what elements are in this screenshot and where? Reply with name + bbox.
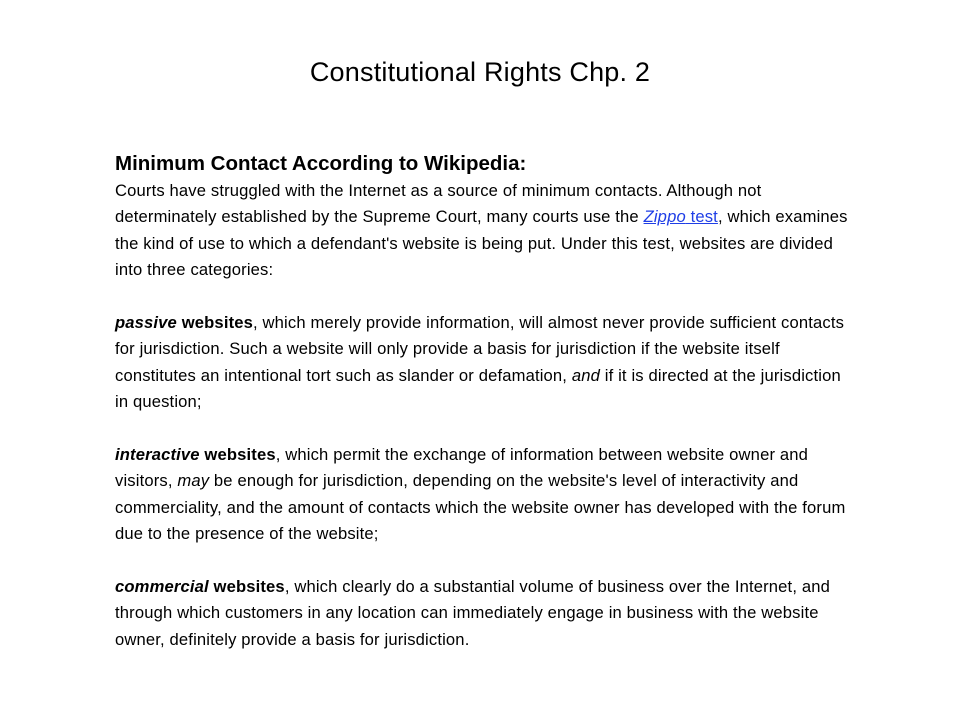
commercial-text: , which clearly do a substantial volume of business over the Internet, and through which customers in any location can immediately engage in business with the website owner, definitely provide a basis for jurisdiction. bbox=[115, 577, 830, 649]
spacer bbox=[115, 284, 855, 310]
interactive-paragraph bbox=[115, 442, 855, 548]
passive-term: passive bbox=[115, 313, 177, 333]
passive-paragraph bbox=[115, 310, 855, 416]
intro-paragraph bbox=[115, 178, 855, 284]
passive-label: websites bbox=[176, 313, 254, 333]
intro-text-1: Courts have struggled with the Internet as a source of minimum contacts. Although not determinately established by the Supreme Court, many courts use the bbox=[115, 181, 762, 227]
passive-text-2: if it is directed at the jurisdiction in question; bbox=[115, 365, 841, 412]
intro-text-2: , which examines the kind of use to which a defendant's website is being put. Under this test, websites are divided into three categories: bbox=[115, 207, 848, 280]
spacer bbox=[115, 548, 855, 574]
slide-title: Constitutional Rights Chp. 2 bbox=[309, 57, 651, 87]
passive-emphasis: and bbox=[571, 365, 600, 385]
interactive-term: interactive bbox=[115, 445, 200, 465]
commercial-paragraph bbox=[115, 574, 855, 653]
interactive-emphasis: may bbox=[177, 471, 210, 491]
slide-body bbox=[115, 150, 855, 653]
commercial-term: commercial bbox=[115, 577, 209, 597]
commercial-label: websites bbox=[208, 577, 285, 597]
interactive-text-1: , which permit the exchange of information between website owner and visitors, bbox=[115, 445, 809, 491]
interactive-label: websites bbox=[199, 445, 276, 465]
passive-text-1: , which merely provide information, will almost never provide sufficient contacts for jurisdiction. Such a website will only provide a basis for jurisdiction if the website itself constitutes an intentional tort such as slander or defamation, bbox=[115, 313, 845, 385]
section-heading: Minimum Contact According to Wikipedia: bbox=[115, 152, 527, 175]
interactive-text-2: be enough for jurisdiction, depending on the website's level of interactivity and commerciality, and the amount of contacts which the website owner has developed with the forum due to the presence of the website; bbox=[115, 471, 846, 544]
zippo-link-test[interactable]: test bbox=[685, 207, 718, 227]
zippo-link-italic[interactable]: Zippo bbox=[643, 207, 686, 227]
spacer bbox=[115, 416, 855, 442]
